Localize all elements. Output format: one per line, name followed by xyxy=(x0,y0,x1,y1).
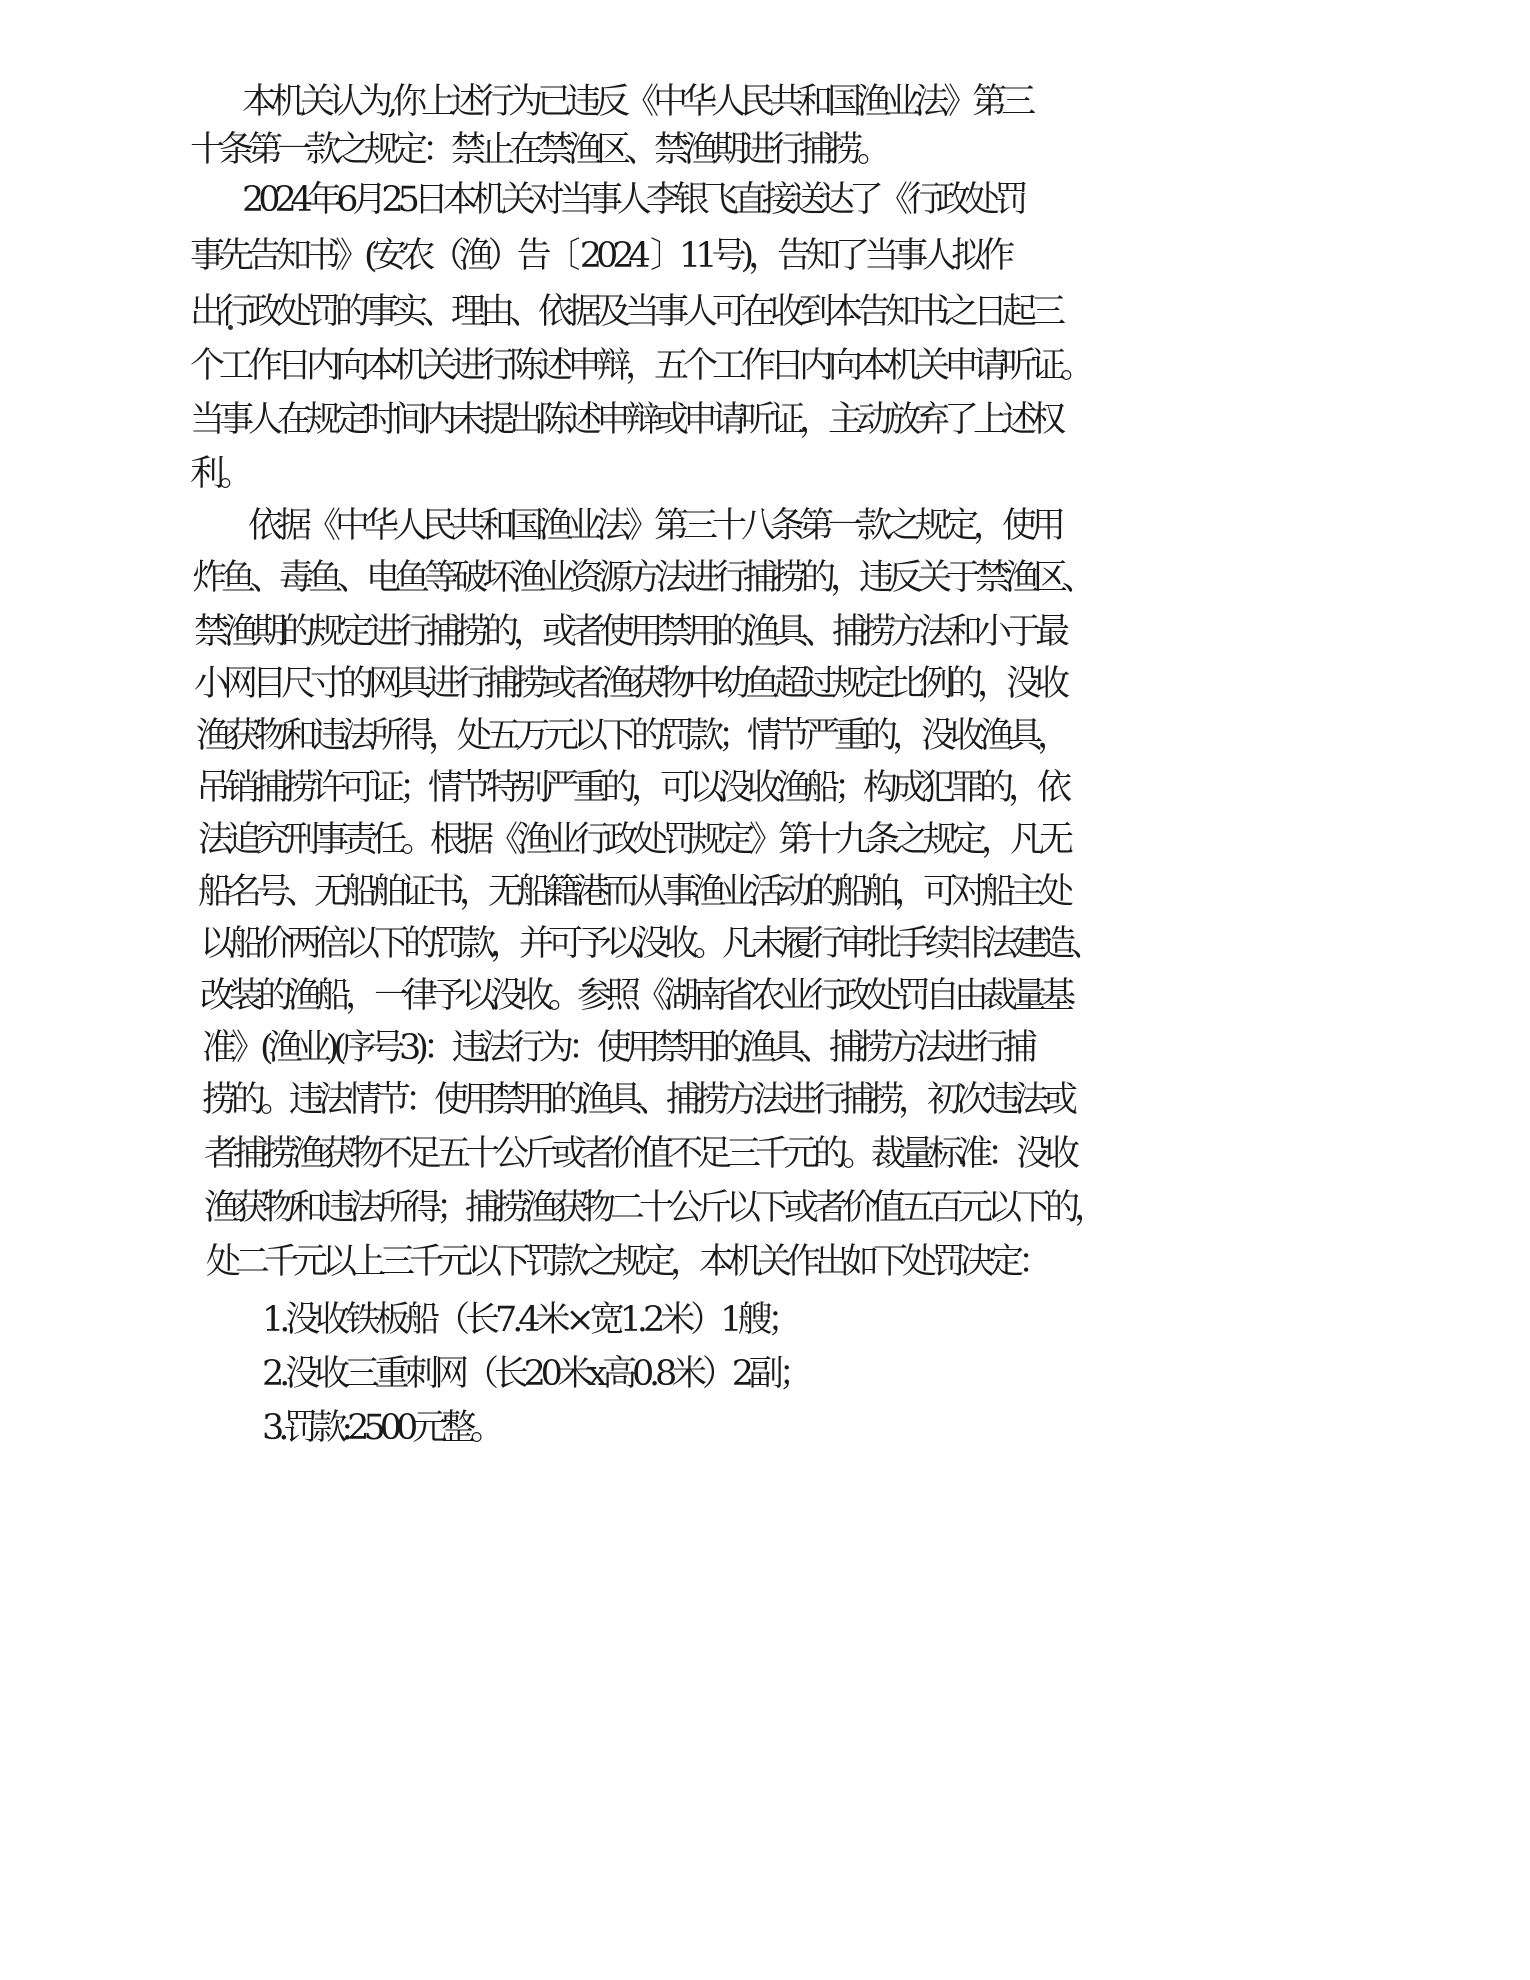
text-line: 2024年6月25日本机关对当事人李银飞直接送达了《行政处罚 xyxy=(242,180,1023,220)
text-line: 依据《中华人民共和国渔业法》第三十八条第一款之规定，使用 xyxy=(248,506,1061,546)
text-line: 本机关认为,你上述行为已违反《中华人民共和国渔业法》第三 xyxy=(242,82,1031,122)
text-line: 渔获物和违法所得，处五万元以下的罚款；情节严重的，没收渔具， xyxy=(196,716,1067,756)
text-line: 渔获物和违法所得；捕捞渔获物二十公斤以下或者价值五百元以下的， xyxy=(204,1188,1104,1228)
text-line: 者捕捞渔获物不足五十公斤或者价值不足三千元的。裁量标准：没收 xyxy=(204,1134,1075,1174)
text-line: 个工作日内向本机关进行陈述申辩，五个工作日内向本机关申请听证。 xyxy=(190,346,1090,386)
text-line: 十条第一款之规定：禁止在禁渔区、禁渔期进行捕捞。 xyxy=(190,130,887,170)
text-line: 准》(渔业)(序号3)：违法行为：使用禁用的渔具、捕捞方法进行捕 xyxy=(202,1028,1032,1068)
text-line: 利。 xyxy=(190,454,249,494)
text-line: 改装的渔船，一律予以没收。参照《湖南省农业行政处罚自由裁量基 xyxy=(200,976,1071,1016)
text-line: 炸鱼、毒鱼、电鱼等破坏渔业资源方法进行捕捞的，违反关于禁渔区、 xyxy=(192,558,1092,598)
text-line: 禁渔期的规定进行捕捞的，或者使用禁用的渔具、捕捞方法和小于最 xyxy=(194,612,1065,652)
text-line: 当事人在规定时间内未提出陈述申辩或申请听证，主动放弃了上述权 xyxy=(190,400,1061,440)
text-line: 捞的。违法情节：使用禁用的渔具、捕捞方法进行捕捞，初次违法或 xyxy=(202,1080,1073,1120)
text-line: 处二千元以上三千元以下罚款之规定，本机关作出如下处罚决定： xyxy=(206,1242,1048,1282)
decision-item: 1.没收铁板船（长7.4米×宽1.2米）1艘； xyxy=(262,1300,798,1340)
text-line: 出行政处罚的事实、理由、依据及当事人可在收到本告知书之日起三 xyxy=(190,292,1061,332)
text-line: 以船价两倍以下的罚款，并可予以没收。凡未履行审批手续非法建造、 xyxy=(200,924,1100,964)
decision-item: 3.罚款:2500元整。 xyxy=(262,1408,500,1448)
text-line: 法追究刑事责任。根据《渔业行政处罚规定》第十九条之规定，凡无 xyxy=(198,820,1069,860)
text-line: 吊销捕捞许可证；情节特别严重的，可以没收渔船；构成犯罪的，依 xyxy=(196,768,1067,808)
text-line: 船名号、无船舶证书，无船籍港而从事渔业活动的船舶，可对船主处 xyxy=(198,872,1069,912)
text-line: 小网目尺寸的网具进行捕捞或者渔获物中幼鱼超过规定比例的，没收 xyxy=(194,664,1065,704)
text-line: 事先告知书》(安农（渔）告〔 2024 〕11号)，告知了当事人拟作 xyxy=(190,236,1010,276)
decision-item: 2.没收三重刺网（长20米x高0.8米）2副； xyxy=(262,1354,809,1394)
